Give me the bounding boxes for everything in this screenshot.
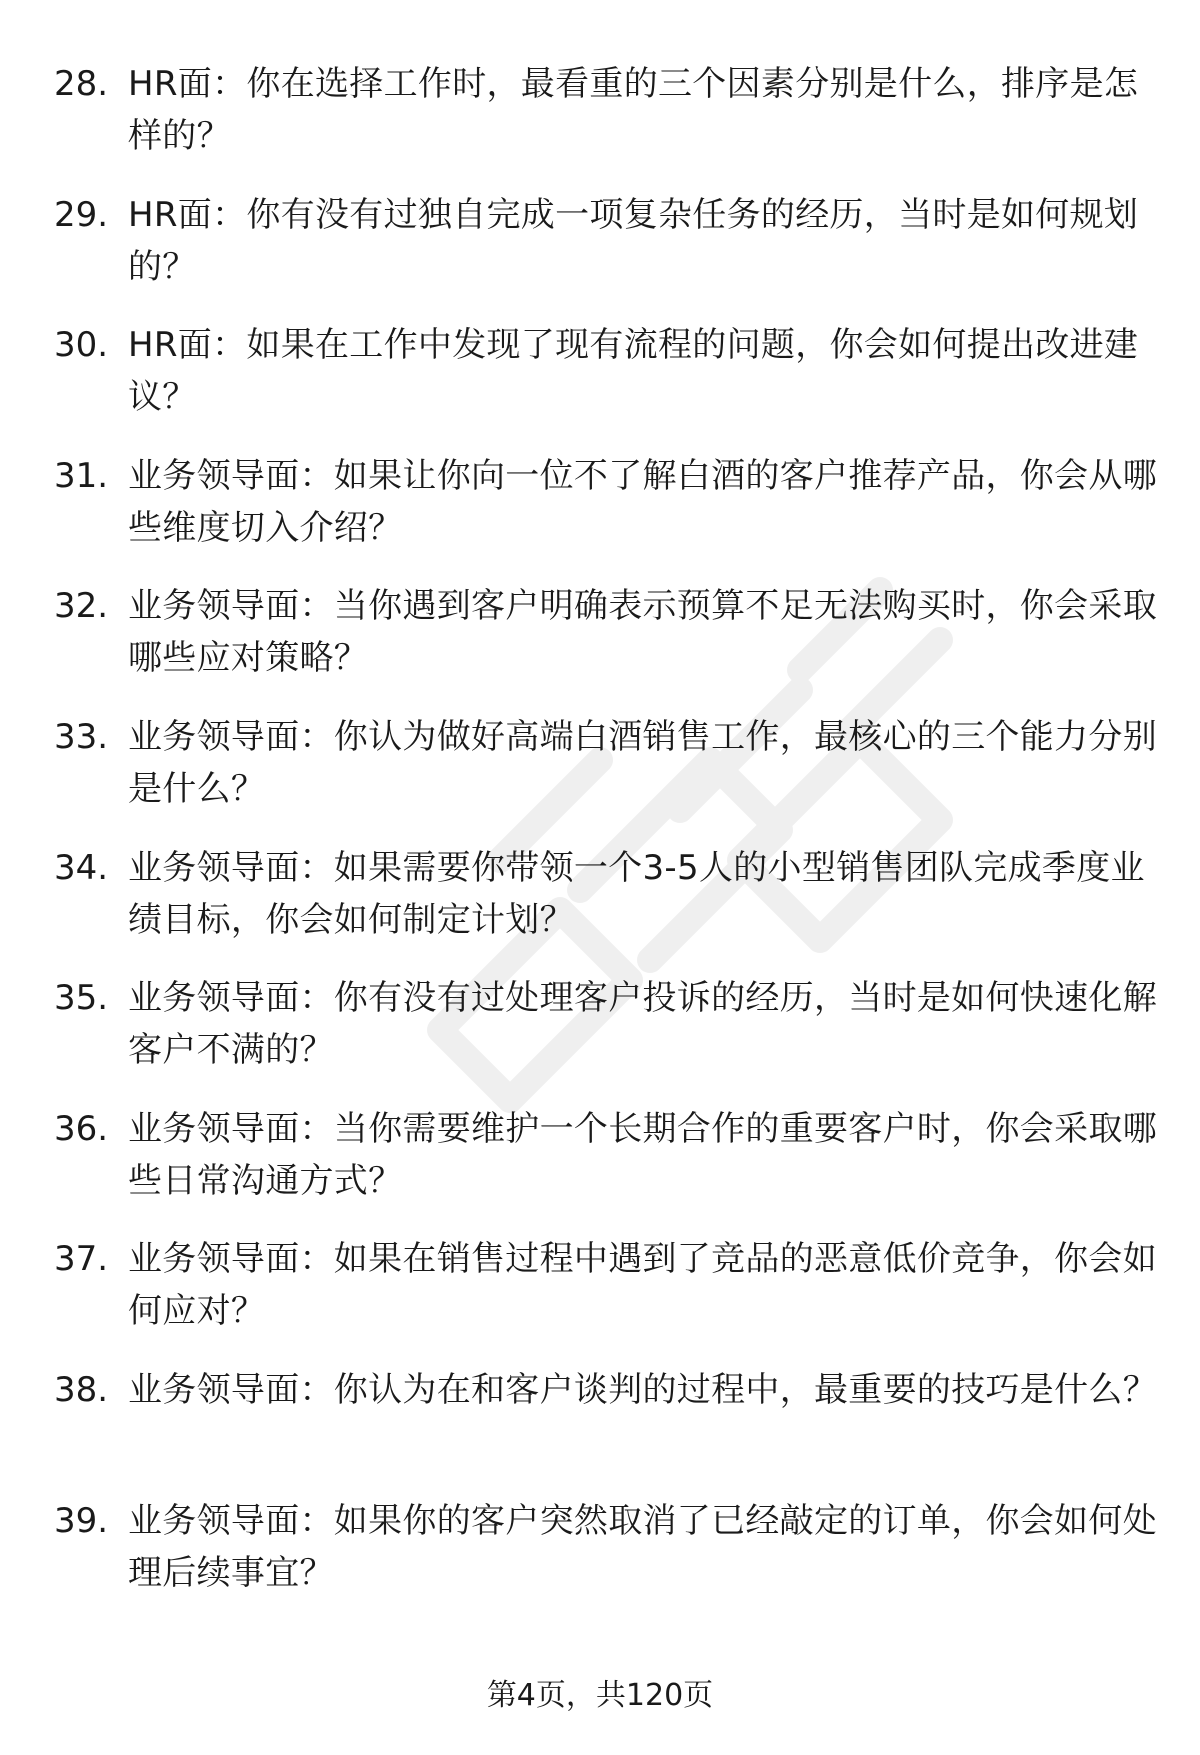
question-number: 31.	[54, 455, 109, 496]
question-text: HR面：你有没有过独自完成一项复杂任务的经历，当时是如何规划的？	[128, 194, 1139, 287]
question-text: 业务领导面：你有没有过处理客户投诉的经历，当时是如何快速化解客户不满的？	[128, 978, 1157, 1071]
question-number: 30.	[54, 325, 109, 366]
list-item	[0, 711, 1200, 842]
list-item	[0, 189, 1200, 320]
list-item	[0, 580, 1200, 711]
question-text: 业务领导面：如果在销售过程中遇到了竞品的恶意低价竞争，你会如何应对？	[128, 1239, 1157, 1332]
question-text: 业务领导面：如果需要你带领一个3-5人的小型销售团队完成季度业绩目标，你会如何制定计划？	[128, 847, 1145, 940]
list-item	[0, 319, 1200, 450]
question-number: 37.	[54, 1239, 109, 1280]
question-number: 29.	[54, 194, 109, 235]
list-item	[0, 972, 1200, 1103]
list-item	[0, 1233, 1200, 1364]
question-number: 33.	[54, 716, 109, 757]
list-item	[0, 1495, 1200, 1626]
list-item	[0, 842, 1200, 973]
list-item	[0, 1364, 1200, 1495]
question-text: 业务领导面：当你需要维护一个长期合作的重要客户时，你会采取哪些日常沟通方式？	[128, 1108, 1157, 1201]
question-text: HR面：你在选择工作时，最看重的三个因素分别是什么，排序是怎样的？	[128, 64, 1139, 156]
page-indicator: 第4页，共120页	[486, 1678, 714, 1713]
question-number: 28.	[54, 64, 109, 104]
page-footer	[0, 1676, 1200, 1716]
question-number: 36.	[54, 1108, 109, 1149]
question-list	[0, 58, 1200, 1625]
question-text: 业务领导面：当你遇到客户明确表示预算不足无法购买时，你会采取哪些应对策略？	[128, 586, 1157, 679]
question-number: 35.	[54, 978, 109, 1019]
question-text: HR面：如果在工作中发现了现有流程的问题，你会如何提出改进建议？	[128, 325, 1139, 418]
question-number: 32.	[54, 586, 109, 627]
question-number: 39.	[54, 1500, 109, 1541]
list-item	[0, 1103, 1200, 1234]
list-item	[0, 58, 1200, 189]
question-text: 业务领导面：如果让你向一位不了解白酒的客户推荐产品，你会从哪些维度切入介绍？	[128, 455, 1157, 548]
question-text: 业务领导面：你认为做好高端白酒销售工作，最核心的三个能力分别是什么？	[128, 716, 1157, 809]
question-text: 业务领导面：你认为在和客户谈判的过程中，最重要的技巧是什么？	[128, 1369, 1157, 1410]
question-number: 38.	[54, 1369, 109, 1410]
question-text: 业务领导面：如果你的客户突然取消了已经敲定的订单，你会如何处理后续事宜？	[128, 1500, 1157, 1593]
question-number: 34.	[54, 847, 109, 888]
list-item	[0, 450, 1200, 581]
